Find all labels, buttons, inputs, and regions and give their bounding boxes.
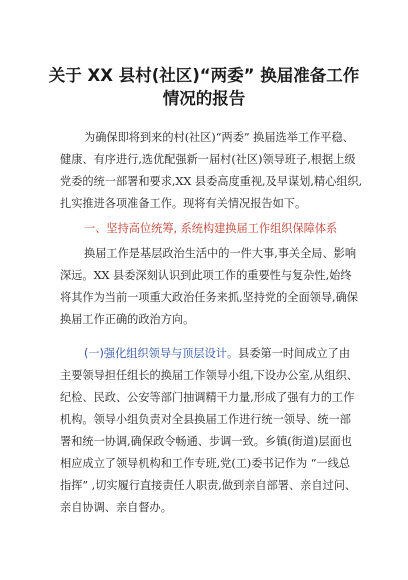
subsection-1-line-2: 主要领导担任组长的换届工作领导小组,下设办公室,从组织、 [60, 369, 358, 382]
section-1-heading: 一、坚持高位统筹, 系统构建换届工作组织保障体系 [84, 222, 338, 235]
section-1-para-line-2: 深远。XX 县委深刻认识到此项工作的重要性与复杂性,始终 [60, 269, 352, 282]
intro-line-3: 党委的统一部署和要求,XX 县委高度重视,及早谋划,精心组织, [60, 175, 363, 188]
subsection-1-label: (一)强化组织领导与顶层设计。 [84, 347, 239, 360]
subsection-1-line-7: 指挥” ,切实履行直接责任人职责,做到亲自部署、亲自过问、 [60, 479, 357, 492]
intro-line-2: 健康、有序进行,选优配强新一届村(社区)领导班子,根据上级 [60, 153, 356, 166]
title-line-1: 关于 XX 县村(社区)“两委” 换届准备工作 [48, 66, 360, 85]
document-title [40, 64, 368, 110]
subsection-1-line-6: 相应成立了领导机构和工作专班,党(工)委书记作为 “一线总 [60, 457, 351, 470]
section-1-para-line-4: 换届工作正确的政治方向。 [60, 313, 195, 326]
subsection-1-line-8: 亲自协调、亲自督办。 [60, 501, 172, 514]
subsection-1-line-3: 纪检、民政、公安等部门抽调精干力量,形成了强有力的工作 [60, 391, 355, 404]
subsection-1-first-text: 县委第一时间成立了由 [238, 347, 351, 360]
section-1-para-line-1: 换届工作是基层政治生活中的一件大事,事关全局、影响 [84, 247, 357, 260]
intro-line-4: 扎实推进各项准备工作。现将有关情况报告如下。 [60, 197, 307, 210]
intro-line-1: 为确保即将到来的村(社区)“两委” 换届选举工作平稳、 [84, 131, 354, 144]
subsection-1-line-5: 署和统一协调,确保政令畅通、步调一致。乡镇(街道)层面也 [60, 435, 352, 448]
subsection-1-first-line [84, 346, 350, 362]
title-line-2: 情况的报告 [162, 89, 246, 108]
section-1-para-line-3: 将其作为当前一项重大政治任务来抓,坚持党的全面领导,确保 [60, 291, 358, 304]
subsection-1-line-4: 机构。领导小组负责对全县换届工作进行统一领导、统一部 [60, 413, 351, 426]
